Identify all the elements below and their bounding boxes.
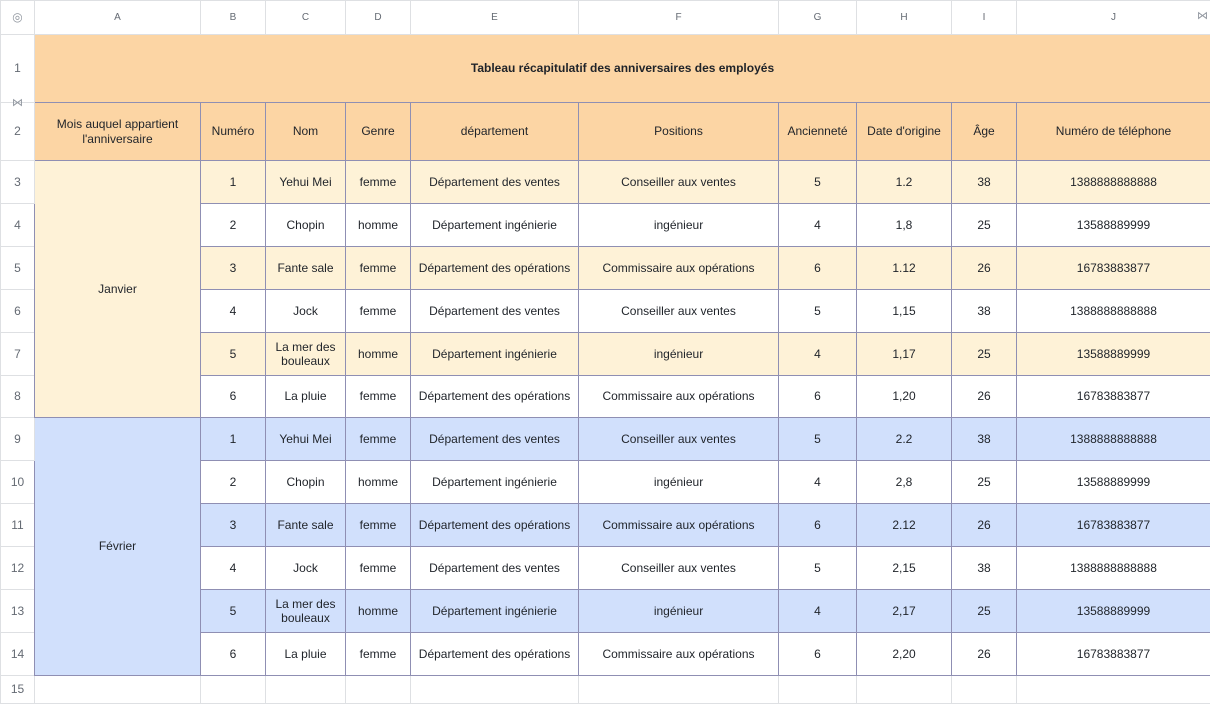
cell-age[interactable]: 26 — [952, 633, 1017, 676]
cell-anciennete[interactable]: 5 — [779, 547, 857, 590]
column-header-g[interactable]: G — [779, 1, 857, 35]
header-cell[interactable]: Positions — [579, 103, 779, 161]
header-cell[interactable]: Numéro — [201, 103, 266, 161]
cell-numero[interactable]: 6 — [201, 376, 266, 418]
cell-departement[interactable]: Département des ventes — [411, 547, 579, 590]
empty-cell[interactable] — [857, 676, 952, 704]
cell-anciennete[interactable]: 5 — [779, 161, 857, 204]
cell-genre[interactable]: femme — [346, 290, 411, 333]
cell-nom[interactable]: La pluie — [266, 633, 346, 676]
cell-age[interactable]: 38 — [952, 418, 1017, 461]
cell-genre[interactable]: femme — [346, 418, 411, 461]
row-number[interactable]: 6 — [1, 290, 35, 333]
cell-nom[interactable]: La mer des bouleaux — [266, 333, 346, 376]
select-all-corner[interactable] — [1, 1, 35, 35]
cell-telephone[interactable]: 16783883877 — [1017, 633, 1210, 676]
cell-departement[interactable]: Département des ventes — [411, 161, 579, 204]
cell-age[interactable]: 25 — [952, 204, 1017, 247]
cell-genre[interactable]: femme — [346, 633, 411, 676]
cell-genre[interactable]: femme — [346, 376, 411, 418]
freeze-handle-icon[interactable]: ⋈ — [1197, 10, 1208, 23]
column-header-f[interactable]: F — [579, 1, 779, 35]
cell-position[interactable]: Conseiller aux ventes — [579, 290, 779, 333]
cell-telephone[interactable]: 13588889999 — [1017, 590, 1210, 633]
empty-cell[interactable] — [952, 676, 1017, 704]
cell-position[interactable]: Conseiller aux ventes — [579, 547, 779, 590]
empty-cell[interactable] — [266, 676, 346, 704]
row-number[interactable]: 3 — [1, 161, 35, 204]
cell-telephone[interactable]: 13588889999 — [1017, 204, 1210, 247]
empty-cell[interactable] — [35, 676, 201, 704]
table-row — [1, 418, 1210, 461]
empty-cell[interactable] — [346, 676, 411, 704]
cell-numero[interactable]: 3 — [201, 504, 266, 547]
column-header-label: J — [1111, 12, 1116, 23]
cell-telephone[interactable]: 16783883877 — [1017, 504, 1210, 547]
cell-departement[interactable]: Département des ventes — [411, 290, 579, 333]
cell-departement[interactable]: Département ingénierie — [411, 590, 579, 633]
cell-age[interactable]: 25 — [952, 333, 1017, 376]
cell-nom[interactable]: La mer des bouleaux — [266, 590, 346, 633]
cell-genre[interactable]: femme — [346, 161, 411, 204]
cell-departement[interactable]: Département ingénierie — [411, 461, 579, 504]
column-header-row — [1, 1, 1210, 35]
cell-age[interactable]: 26 — [952, 504, 1017, 547]
cell-nom[interactable]: Fante sale — [266, 247, 346, 290]
column-header-e[interactable]: E — [411, 1, 579, 35]
cell-nom[interactable]: Jock — [266, 290, 346, 333]
row-number[interactable]: 12 — [1, 547, 35, 590]
cell-age[interactable]: 38 — [952, 290, 1017, 333]
cell-nom[interactable]: Chopin — [266, 204, 346, 247]
cell-telephone[interactable]: 16783883877 — [1017, 247, 1210, 290]
header-cell[interactable]: Mois auquel appartient l'anniversaire — [35, 103, 201, 161]
cell-date-origine[interactable]: 2.12 — [857, 504, 952, 547]
title-row — [1, 35, 1210, 103]
cell-departement[interactable]: Département ingénierie — [411, 204, 579, 247]
cell-genre[interactable]: homme — [346, 204, 411, 247]
cell-nom[interactable]: Yehui Mei — [266, 418, 346, 461]
cell-date-origine[interactable]: 2,8 — [857, 461, 952, 504]
cell-genre[interactable]: femme — [346, 547, 411, 590]
cell-nom[interactable]: Chopin — [266, 461, 346, 504]
cell-anciennete[interactable]: 6 — [779, 247, 857, 290]
cell-numero[interactable]: 2 — [201, 204, 266, 247]
header-row — [1, 103, 1210, 161]
row-number[interactable]: 8 — [1, 376, 35, 418]
row-number[interactable]: 13 — [1, 590, 35, 633]
cell-nom[interactable]: Fante sale — [266, 504, 346, 547]
header-cell[interactable]: département — [411, 103, 579, 161]
header-cell[interactable]: Nom — [266, 103, 346, 161]
cell-genre[interactable]: homme — [346, 333, 411, 376]
row-number[interactable]: 11 — [1, 504, 35, 547]
cell-anciennete[interactable]: 5 — [779, 290, 857, 333]
header-cell[interactable]: Numéro de téléphone — [1017, 103, 1210, 161]
cell-departement[interactable]: Département ingénierie — [411, 333, 579, 376]
cell-numero[interactable]: 1 — [201, 161, 266, 204]
month-cell-janvier[interactable]: Janvier — [35, 161, 201, 418]
cell-numero[interactable]: 5 — [201, 590, 266, 633]
cell-departement[interactable]: Département des opérations — [411, 247, 579, 290]
cell-genre[interactable]: homme — [346, 590, 411, 633]
cell-date-origine[interactable]: 1.12 — [857, 247, 952, 290]
column-header-i[interactable]: I — [952, 1, 1017, 35]
empty-cell[interactable] — [579, 676, 779, 704]
cell-numero[interactable]: 3 — [201, 247, 266, 290]
column-header-c[interactable]: C — [266, 1, 346, 35]
cell-date-origine[interactable]: 1,15 — [857, 290, 952, 333]
header-cell[interactable]: Âge — [952, 103, 1017, 161]
cell-date-origine[interactable]: 2,15 — [857, 547, 952, 590]
column-header-b[interactable]: B — [201, 1, 266, 35]
cell-telephone[interactable]: 13588889999 — [1017, 333, 1210, 376]
cell-anciennete[interactable]: 4 — [779, 461, 857, 504]
row-freeze-handle-icon[interactable]: ⋈ — [12, 96, 23, 109]
empty-cell[interactable] — [411, 676, 579, 704]
cell-numero[interactable]: 5 — [201, 333, 266, 376]
table-row — [1, 161, 1210, 204]
cell-telephone[interactable]: 1388888888888 — [1017, 161, 1210, 204]
cell-position[interactable]: ingénieur — [579, 461, 779, 504]
row-number[interactable]: 1 — [1, 35, 35, 103]
cell-age[interactable]: 25 — [952, 461, 1017, 504]
cell-position[interactable]: Conseiller aux ventes — [579, 418, 779, 461]
cell-numero[interactable]: 4 — [201, 290, 266, 333]
cell-date-origine[interactable]: 2,20 — [857, 633, 952, 676]
cell-position[interactable]: ingénieur — [579, 204, 779, 247]
cell-anciennete[interactable]: 4 — [779, 590, 857, 633]
cell-departement[interactable]: Département des opérations — [411, 633, 579, 676]
row-number[interactable]: 10 — [1, 461, 35, 504]
cell-position[interactable]: Commissaire aux opérations — [579, 633, 779, 676]
header-cell[interactable]: Ancienneté — [779, 103, 857, 161]
cell-nom[interactable]: Yehui Mei — [266, 161, 346, 204]
row-number[interactable]: 9 — [1, 418, 35, 461]
cell-telephone[interactable]: 1388888888888 — [1017, 418, 1210, 461]
cell-position[interactable]: Commissaire aux opérations — [579, 504, 779, 547]
month-cell-fevrier[interactable]: Février — [35, 418, 201, 676]
cell-date-origine[interactable]: 1,8 — [857, 204, 952, 247]
cell-departement[interactable]: Département des opérations — [411, 376, 579, 418]
header-cell[interactable]: Genre — [346, 103, 411, 161]
empty-cell[interactable] — [1017, 676, 1210, 704]
cell-departement[interactable]: Département des ventes — [411, 418, 579, 461]
cell-age[interactable]: 26 — [952, 376, 1017, 418]
cell-position[interactable]: Commissaire aux opérations — [579, 247, 779, 290]
row-number[interactable]: 2 — [1, 103, 35, 161]
cell-date-origine[interactable]: 2.2 — [857, 418, 952, 461]
cell-position[interactable]: Conseiller aux ventes — [579, 161, 779, 204]
header-cell[interactable]: Date d'origine — [857, 103, 952, 161]
column-header-a[interactable]: A — [35, 1, 201, 35]
cell-position[interactable]: Commissaire aux opérations — [579, 376, 779, 418]
row-number[interactable]: 7 — [1, 333, 35, 376]
cell-anciennete[interactable]: 5 — [779, 418, 857, 461]
cell-telephone[interactable]: 13588889999 — [1017, 461, 1210, 504]
cell-anciennete[interactable]: 6 — [779, 633, 857, 676]
cell-anciennete[interactable]: 4 — [779, 204, 857, 247]
cell-genre[interactable]: homme — [346, 461, 411, 504]
cell-anciennete[interactable]: 6 — [779, 376, 857, 418]
cell-numero[interactable]: 4 — [201, 547, 266, 590]
empty-cell[interactable] — [779, 676, 857, 704]
cell-date-origine[interactable]: 1.2 — [857, 161, 952, 204]
cell-anciennete[interactable]: 4 — [779, 333, 857, 376]
cell-nom[interactable]: Jock — [266, 547, 346, 590]
cell-genre[interactable]: femme — [346, 247, 411, 290]
cell-genre[interactable]: femme — [346, 504, 411, 547]
column-header-j[interactable] — [1017, 1, 1210, 35]
cell-anciennete[interactable]: 6 — [779, 504, 857, 547]
cell-numero[interactable]: 6 — [201, 633, 266, 676]
row-number[interactable]: 15 — [1, 676, 35, 704]
cell-nom[interactable]: La pluie — [266, 376, 346, 418]
cell-numero[interactable]: 2 — [201, 461, 266, 504]
cell-telephone[interactable]: 1388888888888 — [1017, 547, 1210, 590]
eye-icon[interactable]: ◎ — [12, 10, 22, 24]
cell-position[interactable]: ingénieur — [579, 333, 779, 376]
column-header-h[interactable]: H — [857, 1, 952, 35]
cell-date-origine[interactable]: 1,20 — [857, 376, 952, 418]
cell-age[interactable]: 26 — [952, 247, 1017, 290]
row-number[interactable]: 5 — [1, 247, 35, 290]
cell-telephone[interactable]: 16783883877 — [1017, 376, 1210, 418]
empty-cell[interactable] — [201, 676, 266, 704]
cell-age[interactable]: 38 — [952, 547, 1017, 590]
table-row — [1, 676, 1210, 704]
cell-age[interactable]: 25 — [952, 590, 1017, 633]
cell-position[interactable]: ingénieur — [579, 590, 779, 633]
row-number[interactable]: 4 — [1, 204, 35, 247]
cell-date-origine[interactable]: 1,17 — [857, 333, 952, 376]
cell-date-origine[interactable]: 2,17 — [857, 590, 952, 633]
cell-numero[interactable]: 1 — [201, 418, 266, 461]
cell-age[interactable]: 38 — [952, 161, 1017, 204]
cell-telephone[interactable]: 1388888888888 — [1017, 290, 1210, 333]
cell-departement[interactable]: Département des opérations — [411, 504, 579, 547]
column-header-d[interactable]: D — [346, 1, 411, 35]
row-number[interactable]: 14 — [1, 633, 35, 676]
sheet-title[interactable]: Tableau récapitulatif des anniversaires des employés — [35, 35, 1210, 103]
